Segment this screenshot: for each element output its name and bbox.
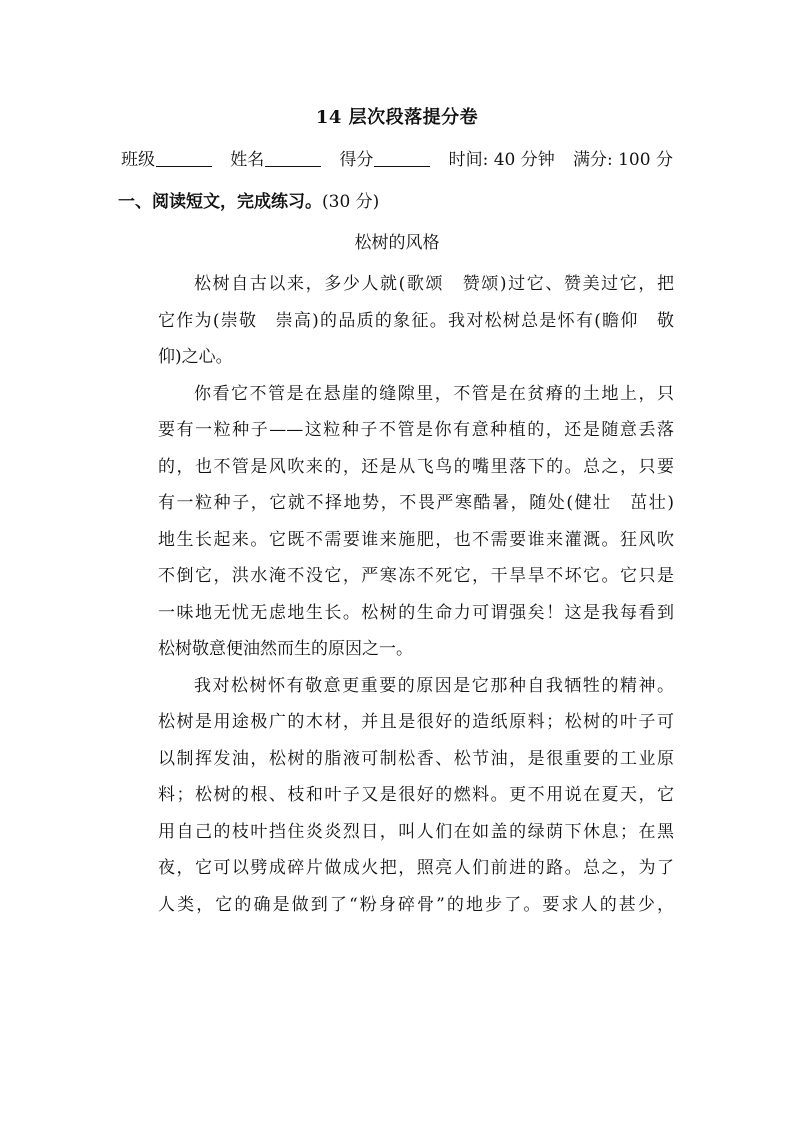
article-paragraph-2 bbox=[158, 378, 674, 670]
text-line: 仰)之心。 bbox=[158, 347, 233, 367]
text-line: 用自己的枝叶挡住炎炎烈日，叫人们在如盖的绿荫下休息；在黑 bbox=[158, 821, 674, 842]
text-line: 我对松树怀有敬意更重要的原因是它那种自我牺牲的精神。 bbox=[194, 675, 674, 696]
score-blank[interactable] bbox=[374, 148, 430, 167]
name-field bbox=[230, 145, 321, 175]
article-body bbox=[158, 268, 674, 925]
text-line: 有一粒种子，它就不择地势，不畏严寒酷暑，随处(健壮 茁壮) bbox=[158, 493, 674, 513]
full-score: 满分: 100 分 bbox=[572, 150, 673, 170]
text-line: 它作为(崇敬 崇高)的品质的象征。我对松树总是怀有(瞻仰 敬 bbox=[158, 310, 674, 331]
text-line: 要有一粒种子——这粒种子不管是你有意种植的，还是随意丢落 bbox=[158, 420, 674, 440]
section-heading bbox=[118, 187, 379, 217]
time-limit: 时间: 40 分钟 bbox=[448, 150, 555, 170]
name-label: 姓名 bbox=[230, 150, 265, 170]
worksheet-title: 14 层次段落提分卷 bbox=[315, 107, 479, 128]
text-line: 不倒它，洪水淹不没它，严寒冻不死它，干旱旱不坏它。它只是 bbox=[158, 566, 674, 586]
student-info-row bbox=[121, 145, 673, 175]
name-blank[interactable] bbox=[265, 148, 321, 167]
article-paragraph-3 bbox=[158, 670, 674, 926]
text-line: 人类，它的确是做到了“粉身碎骨”的地步了。要求人的甚少， bbox=[158, 894, 674, 915]
article-paragraph-1 bbox=[158, 268, 674, 378]
score-label: 得分 bbox=[339, 150, 374, 170]
text-line: 松树自古以来，多少人就(歌颂 赞颂)过它、赞美过它，把 bbox=[194, 274, 674, 294]
text-line: 夜，它可以劈成碎片做成火把，照亮人们前进的路。总之，为了 bbox=[158, 858, 674, 878]
text-line: 料；松树的根、枝和叶子又是很好的燃料。更不用说在夏天，它 bbox=[158, 785, 674, 805]
section-heading-text: 一、阅读短文，完成练习。 bbox=[118, 192, 322, 212]
score-field bbox=[339, 145, 430, 175]
class-label: 班级 bbox=[121, 150, 155, 170]
article-title: 松树的风格 bbox=[354, 233, 440, 253]
text-line: 一味地无忧无虑地生长。松树的生命力可谓强矣！这是我每看到 bbox=[158, 602, 674, 623]
class-blank[interactable] bbox=[156, 148, 212, 167]
text-line: 地生长起来。它既不需要谁来施肥，也不需要谁来灌溉。狂风吹 bbox=[158, 529, 674, 550]
text-line: 以制挥发油，松树的脂液可制松香、松节油，是很重要的工业原 bbox=[158, 748, 674, 769]
class-field bbox=[121, 145, 212, 175]
text-line: 松树敬意便油然而生的原因之一。 bbox=[158, 639, 413, 659]
text-line: 松树是用途极广的木材，并且是很好的造纸原料；松树的叶子可 bbox=[158, 712, 674, 732]
text-line: 你看它不管是在悬崖的缝隙里，不管是在贫瘠的土地上，只 bbox=[194, 383, 674, 404]
text-line: 的，也不管是风吹来的，还是从飞鸟的嘴里落下的。总之，只要 bbox=[158, 456, 674, 477]
section-points: (30 分) bbox=[322, 192, 380, 212]
